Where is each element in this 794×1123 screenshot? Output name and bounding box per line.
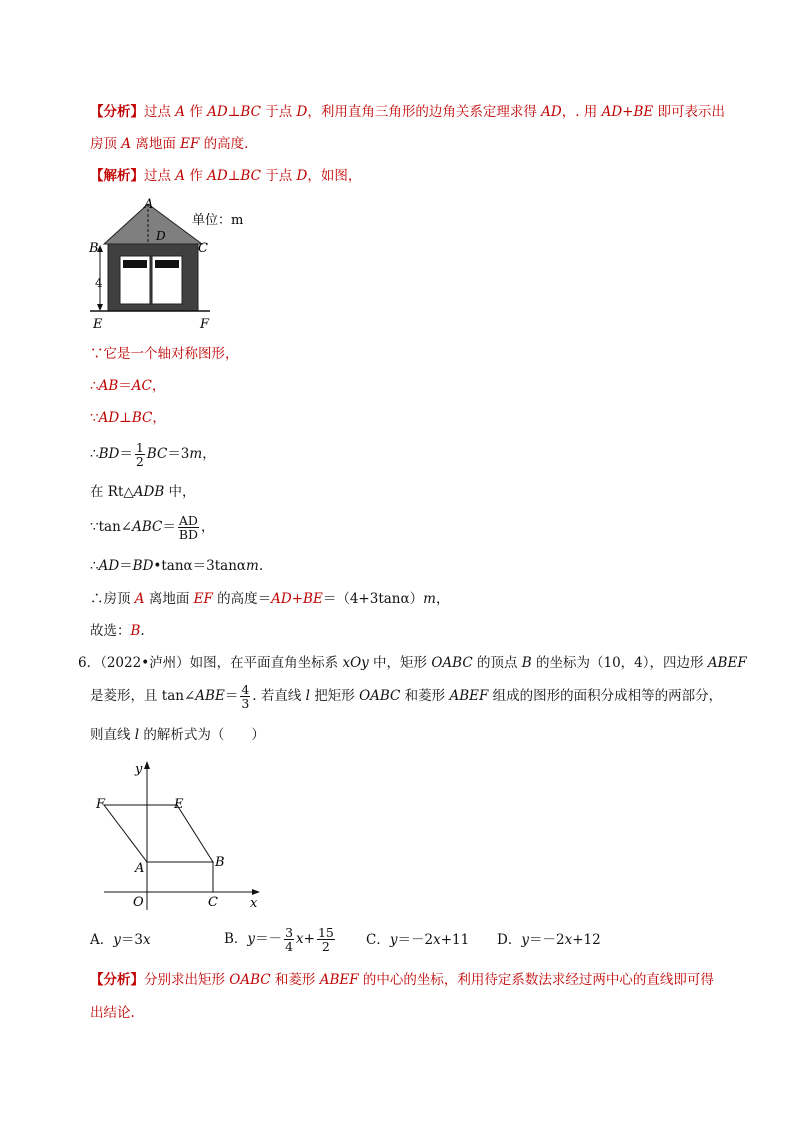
text: ＝（4+3tanα） bbox=[322, 591, 424, 607]
text: ， bbox=[435, 591, 450, 607]
text: A bbox=[121, 136, 132, 152]
text: OABC bbox=[359, 688, 401, 704]
label-E: E bbox=[93, 317, 103, 332]
text: ＝ bbox=[118, 378, 132, 394]
label-B: B bbox=[89, 241, 99, 256]
text: 则直线 bbox=[90, 727, 135, 743]
label-height: 4 bbox=[95, 276, 103, 290]
text: D bbox=[296, 104, 308, 120]
text: AD bbox=[178, 513, 198, 528]
text: 作 bbox=[185, 168, 208, 184]
label-x: x bbox=[250, 896, 258, 911]
label-C: C bbox=[208, 895, 218, 910]
label-B: B bbox=[215, 855, 225, 870]
text: EF bbox=[180, 136, 200, 152]
text: x bbox=[564, 932, 573, 948]
text: 组成的图形的面积分成相等的两部分， bbox=[488, 688, 723, 704]
text: y bbox=[521, 932, 529, 948]
text: 4 bbox=[241, 682, 250, 697]
text: 离地面 bbox=[144, 591, 194, 607]
text: ＝ bbox=[119, 446, 133, 462]
text: ⊥ bbox=[119, 410, 132, 426]
text: ， bbox=[202, 446, 216, 462]
text: 中，矩形 bbox=[368, 655, 432, 671]
text: BC bbox=[131, 410, 153, 426]
text: ∴ bbox=[90, 378, 99, 394]
text: ＝3 bbox=[120, 932, 143, 948]
problem6-line1 bbox=[78, 653, 747, 673]
text: m bbox=[423, 591, 436, 607]
text: ＝3 bbox=[167, 446, 190, 462]
text: A bbox=[175, 104, 186, 120]
text: +11 bbox=[440, 932, 470, 948]
analysis-tag: 【分析】 bbox=[90, 972, 144, 988]
text: AC bbox=[131, 378, 152, 394]
label-A: A bbox=[135, 861, 145, 876]
text: AD bbox=[98, 410, 120, 426]
text: . 若直线 bbox=[252, 688, 306, 704]
option-C[interactable] bbox=[366, 930, 469, 950]
house-figure bbox=[86, 194, 266, 334]
text: 和菱形 bbox=[270, 972, 320, 988]
text: AB bbox=[98, 378, 119, 394]
fraction-15-2 bbox=[317, 926, 335, 953]
text: 和菱形 bbox=[400, 688, 450, 704]
text: AD bbox=[541, 104, 562, 120]
coordinate-figure bbox=[90, 755, 270, 915]
text: 1 bbox=[135, 440, 144, 455]
text: 故选： bbox=[90, 623, 131, 639]
text: D bbox=[296, 168, 308, 184]
text: xOy bbox=[342, 655, 369, 671]
text: ， bbox=[152, 410, 166, 426]
label-F: F bbox=[200, 317, 210, 332]
text: •tanα＝3tanα bbox=[153, 558, 247, 574]
text: 的中心的坐标，利用待定系数法求经过两中心的直线即可得 bbox=[358, 972, 714, 988]
step-6 bbox=[90, 512, 215, 542]
text: EF bbox=[193, 591, 213, 607]
text: ∵ bbox=[90, 410, 99, 426]
y-axis-arrow bbox=[144, 761, 150, 769]
text: ， bbox=[201, 519, 215, 535]
fraction-3-4 bbox=[284, 926, 294, 953]
text: AD+BE bbox=[601, 104, 654, 120]
rhombus-ABEF bbox=[104, 805, 213, 862]
problem6-line3 bbox=[90, 725, 265, 745]
text: BD bbox=[98, 446, 120, 462]
fraction-half bbox=[135, 441, 145, 468]
text: ＝－ bbox=[255, 931, 283, 947]
text: AD⊥BC bbox=[207, 104, 261, 120]
text: 的解析式为（ ） bbox=[139, 727, 265, 743]
label-y: y bbox=[135, 762, 143, 777]
text: ADB bbox=[133, 484, 165, 500]
label-E: E bbox=[174, 797, 184, 812]
text: ABEF bbox=[707, 655, 747, 671]
text: OABC bbox=[431, 655, 473, 671]
text: y bbox=[113, 932, 121, 948]
label-F: F bbox=[96, 797, 106, 812]
text: OABC bbox=[229, 972, 271, 988]
text: x bbox=[296, 931, 304, 947]
step-3 bbox=[90, 408, 166, 428]
text: ABE bbox=[195, 688, 225, 704]
text: 15 bbox=[317, 925, 334, 940]
text: ＝ bbox=[162, 519, 176, 535]
unit-label: 单位：m bbox=[192, 213, 244, 228]
text: A bbox=[175, 168, 186, 184]
text: y bbox=[389, 932, 398, 948]
x-axis-arrow bbox=[252, 889, 260, 895]
text: l bbox=[305, 688, 310, 704]
text: B． bbox=[224, 931, 248, 947]
label-D: D bbox=[156, 229, 166, 243]
arrow-down bbox=[97, 304, 103, 311]
text: D． bbox=[497, 932, 522, 948]
text: AD⊥BC bbox=[207, 168, 261, 184]
text: 于点 bbox=[260, 168, 297, 184]
problem6-line2 bbox=[90, 681, 722, 711]
text: ，如图， bbox=[307, 168, 362, 184]
text: ，. 用 bbox=[561, 104, 602, 120]
text: 过点 bbox=[144, 104, 176, 120]
label-O: O bbox=[133, 895, 144, 910]
text: C． bbox=[366, 932, 390, 948]
text: A． bbox=[90, 932, 114, 948]
text: 中， bbox=[164, 484, 196, 500]
text: ∴ bbox=[90, 446, 99, 462]
text: 的高度. bbox=[199, 136, 249, 152]
text: 在 Rt△ bbox=[90, 484, 134, 500]
text: ，利用直角三角形的边角关系定理求得 bbox=[307, 104, 542, 120]
step-8 bbox=[90, 589, 449, 609]
text: 2 bbox=[321, 939, 330, 954]
text: B bbox=[521, 655, 532, 671]
analysis2-line1 bbox=[90, 970, 714, 990]
text: 2 bbox=[135, 454, 144, 469]
step-9 bbox=[90, 621, 145, 641]
text: AD+BE bbox=[271, 591, 323, 607]
text: 过点 bbox=[144, 168, 176, 184]
text: m bbox=[189, 446, 203, 462]
text: ABEF bbox=[449, 688, 489, 704]
text: ＝ bbox=[119, 558, 133, 574]
option-B[interactable] bbox=[224, 924, 337, 954]
step-1: ∵它是一个轴对称图形， bbox=[90, 346, 239, 362]
text: 离地面 bbox=[131, 136, 181, 152]
step-5 bbox=[90, 482, 196, 502]
text: 3 bbox=[285, 925, 294, 940]
text: x bbox=[433, 932, 441, 948]
text: +12 bbox=[572, 932, 601, 948]
text: m bbox=[246, 558, 259, 574]
text: . bbox=[258, 558, 264, 574]
text: ＝ bbox=[224, 688, 239, 704]
text: 房顶 bbox=[90, 136, 122, 152]
text: . bbox=[140, 623, 145, 639]
analysis-tag: 【分析】 bbox=[90, 104, 144, 120]
text: 把矩形 bbox=[309, 688, 360, 704]
label-C: C bbox=[198, 241, 208, 256]
text: B bbox=[130, 623, 141, 639]
fraction-ad-bd bbox=[178, 514, 199, 541]
fraction-4-3 bbox=[240, 683, 250, 710]
text: ＝－2 bbox=[528, 932, 565, 948]
analysis2-line2: 出结论. bbox=[90, 1005, 135, 1021]
text: y bbox=[247, 931, 256, 947]
label-A: A bbox=[144, 197, 154, 212]
text: ∴房顶 bbox=[90, 591, 135, 607]
analysis1-line2 bbox=[90, 134, 248, 154]
text: 的顶点 bbox=[472, 655, 522, 671]
solution1-line bbox=[90, 166, 361, 186]
text: ＝－2 bbox=[397, 932, 434, 948]
text: BD bbox=[178, 527, 199, 542]
text: x bbox=[142, 932, 151, 948]
option-D[interactable] bbox=[497, 930, 601, 950]
text: BC bbox=[146, 446, 168, 462]
text: 于点 bbox=[260, 104, 297, 120]
step-7 bbox=[90, 556, 263, 576]
text: + bbox=[303, 931, 315, 947]
text: ∵tan∠ bbox=[90, 519, 133, 535]
text: ABEF bbox=[319, 972, 359, 988]
text: ， bbox=[151, 378, 166, 394]
text: l bbox=[134, 727, 140, 743]
text: ∴ bbox=[90, 558, 99, 574]
analysis1-line1 bbox=[90, 102, 725, 122]
step-4 bbox=[90, 440, 216, 468]
text: 3 bbox=[241, 696, 250, 711]
text: A bbox=[134, 591, 145, 607]
door-panel-right bbox=[155, 260, 179, 268]
solution-tag: 【解析】 bbox=[90, 168, 144, 184]
text: ABC bbox=[132, 519, 163, 535]
step-2 bbox=[90, 376, 165, 396]
text: 是菱形，且 tan∠ bbox=[90, 688, 196, 704]
text: AD bbox=[98, 558, 120, 574]
text: 的高度＝ bbox=[212, 591, 272, 607]
text: 6．（2022•泸州）如图，在平面直角坐标系 bbox=[78, 655, 343, 671]
text: 的坐标为（10，4），四边形 bbox=[531, 655, 708, 671]
text: 即可表示出 bbox=[653, 104, 726, 120]
text: BD bbox=[132, 558, 154, 574]
text: 4 bbox=[285, 939, 294, 954]
text: 作 bbox=[185, 104, 208, 120]
text: 分别求出矩形 bbox=[144, 972, 230, 988]
door-panel-left bbox=[123, 260, 147, 268]
option-A[interactable] bbox=[90, 930, 151, 950]
